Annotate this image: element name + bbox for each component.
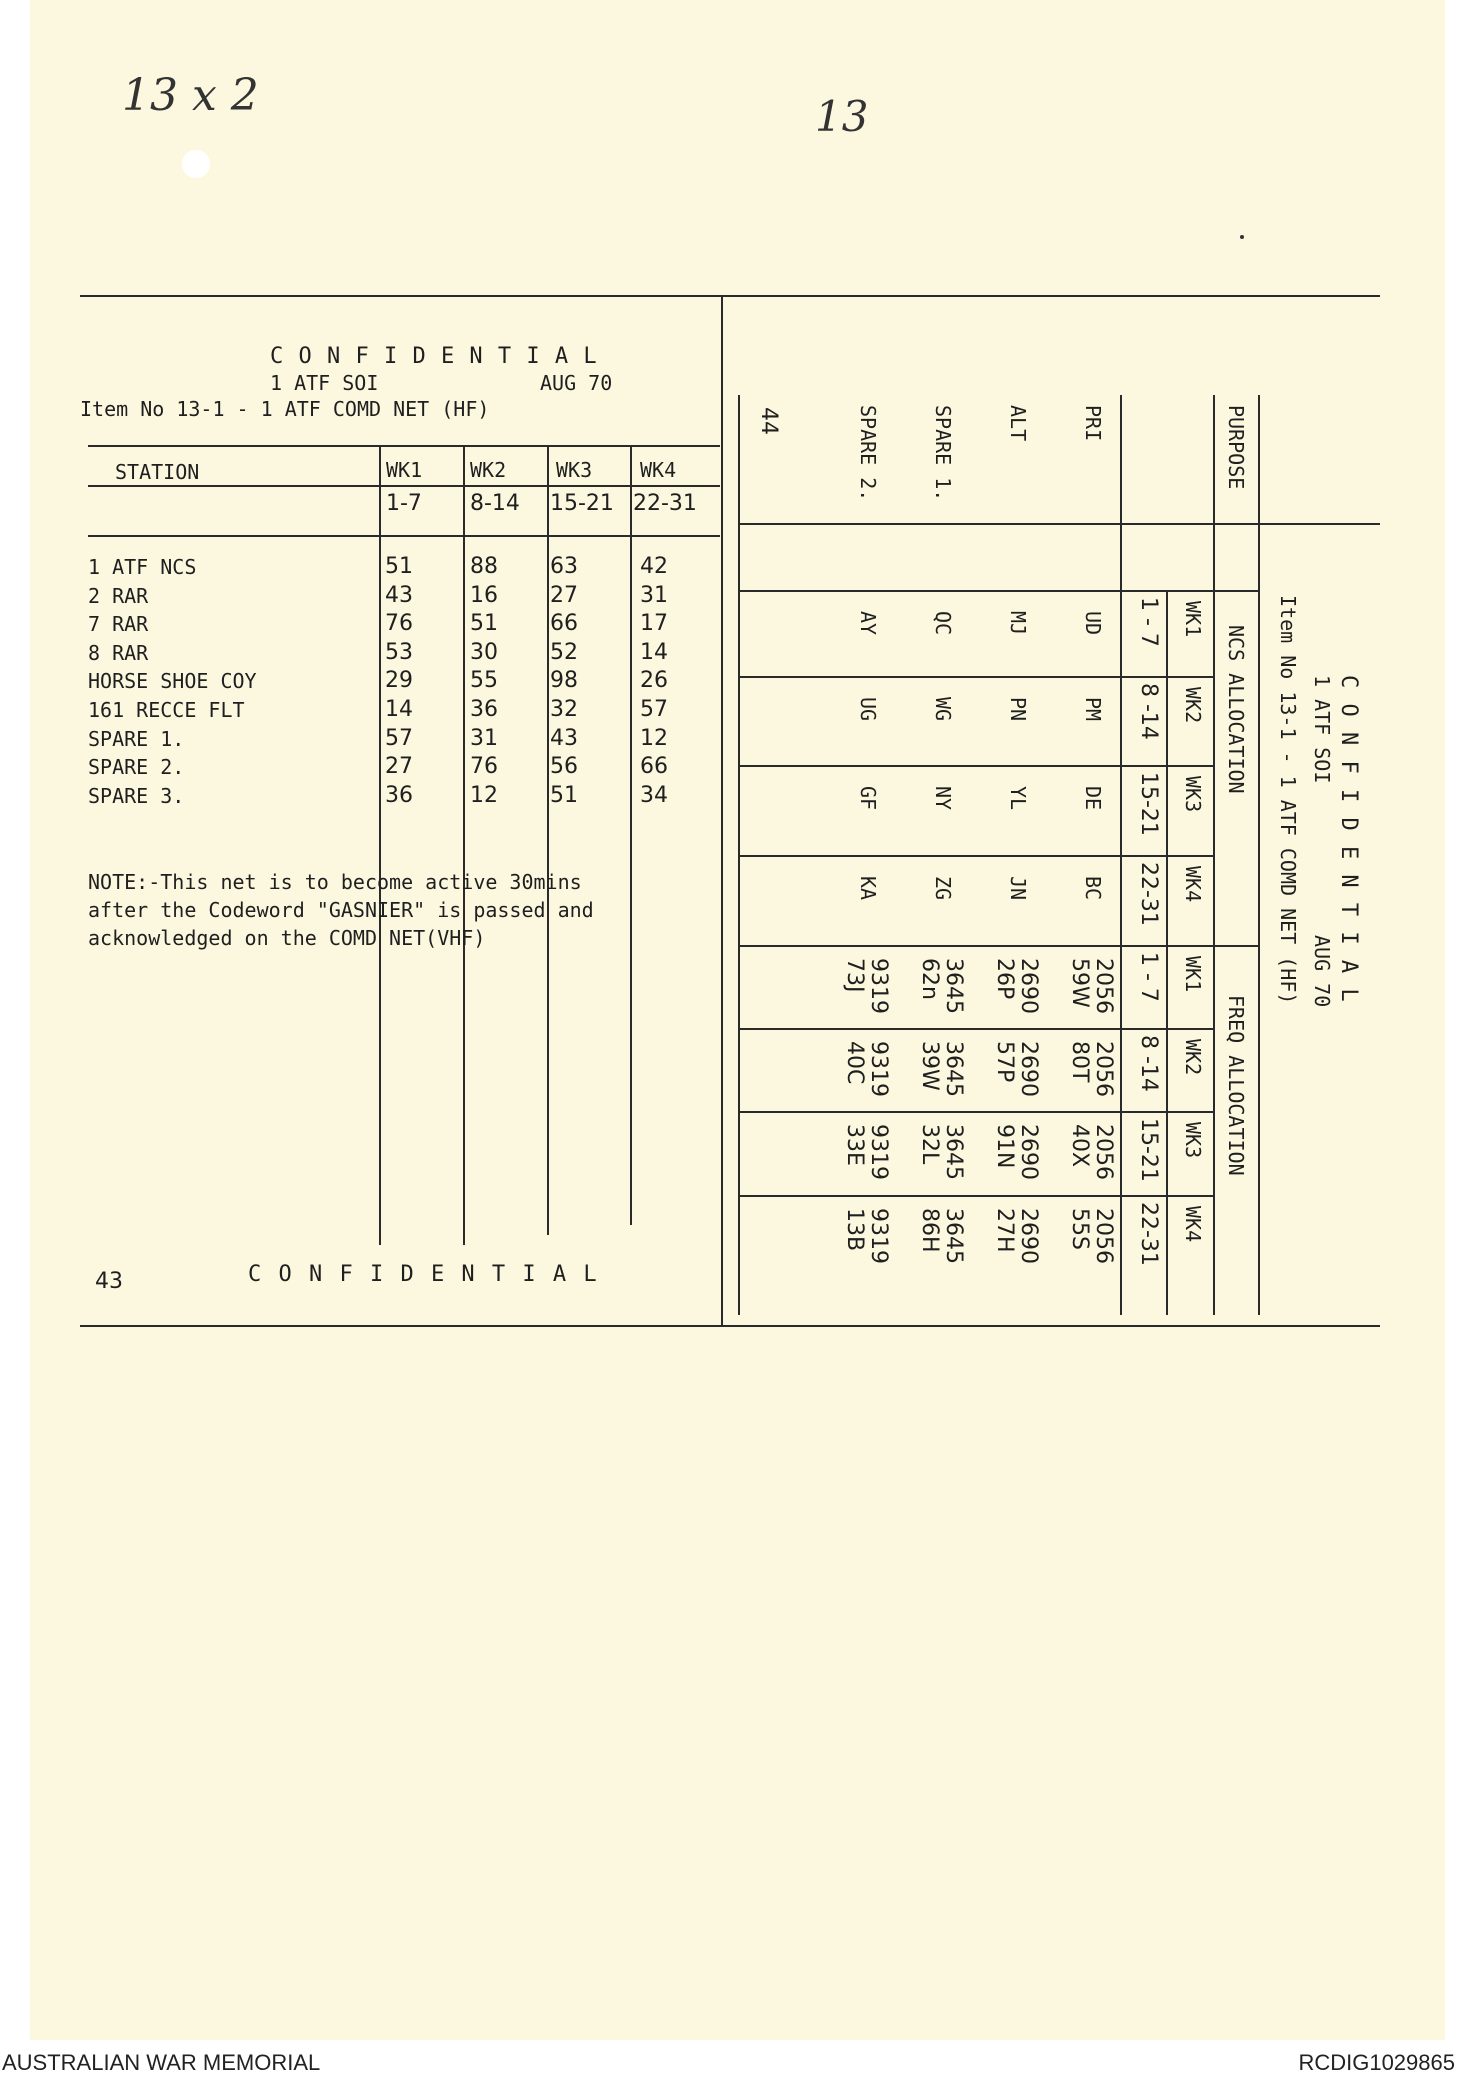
ink-dot <box>1240 235 1244 239</box>
right-classification: C O N F I D E N T I A L <box>1336 675 1361 1003</box>
rotated-grid-line <box>740 1195 1215 1197</box>
station-code-wk3: 98 <box>550 668 578 694</box>
rotated-grid-line <box>740 855 1215 857</box>
ncs-week-range: 8 -14 <box>1136 683 1161 740</box>
ncs-code: JN <box>1006 876 1030 901</box>
station-code-wk4: 42 <box>640 554 668 579</box>
station-code-wk4: 66 <box>640 754 668 780</box>
ncs-week-range: 15-21 <box>1136 772 1161 836</box>
station-code-wk1: 27 <box>385 754 413 780</box>
ncs-code: MJ <box>1006 611 1030 636</box>
freq-value: 2690 <box>1016 1124 1041 1180</box>
punch-hole <box>182 150 210 178</box>
col-divider <box>463 445 465 1245</box>
ncs-code: KA <box>856 876 880 901</box>
freq-week-label: WK2 <box>1181 1039 1205 1076</box>
panel-divider <box>721 295 723 1327</box>
right-panel <box>740 295 1380 1327</box>
rotated-grid-line <box>1166 590 1168 1315</box>
freq-allocation-header: FREQ ALLOCATION <box>1224 995 1248 1176</box>
ncs-code: UG <box>856 697 880 722</box>
handwritten-page-mark: 13 <box>815 92 869 141</box>
freq-value: 2690 <box>1016 1208 1041 1264</box>
rotated-grid-line <box>740 765 1215 767</box>
ncs-week-label: WK1 <box>1181 601 1205 638</box>
table-header-bottom-line <box>88 535 720 537</box>
station-name: 1 ATF NCS <box>88 555 197 579</box>
freq-value: 3645 <box>941 958 966 1014</box>
station-code-wk2: 31 <box>470 725 498 751</box>
freq-value: 2056 <box>1091 1124 1116 1180</box>
right-soi: 1 ATF SOI <box>1310 675 1334 784</box>
purpose-label: SPARE 2. <box>856 405 880 502</box>
station-code-wk3: 51 <box>550 782 578 808</box>
station-name: 7 RAR <box>88 612 149 637</box>
freq-suffix: 91N <box>992 1124 1017 1169</box>
ncs-code: WG <box>931 697 955 722</box>
freq-suffix: 13B <box>842 1208 867 1252</box>
col-header-wk4: WK4 <box>640 458 677 482</box>
col-header-wk1: WK1 <box>386 458 423 482</box>
rotated-grid-line <box>740 1028 1215 1030</box>
freq-suffix: 86H <box>917 1208 942 1253</box>
freq-suffix: 27H <box>992 1208 1017 1253</box>
freq-week-range: 8 -14 <box>1136 1035 1161 1092</box>
note-line-3: acknowledged on the COMD NET(VHF) <box>88 926 486 950</box>
footer-source: AUSTRALIAN WAR MEMORIAL <box>2 2050 321 2075</box>
ncs-code: PN <box>1006 697 1030 722</box>
station-code-wk3: 32 <box>550 697 578 722</box>
purpose-header: PURPOSE <box>1224 405 1248 490</box>
right-page-number: 44 <box>756 407 781 435</box>
ncs-week-range: 1 - 7 <box>1136 597 1161 647</box>
note-line-1: NOTE:-This net is to become active 30mins <box>88 870 582 894</box>
freq-suffix: 57P <box>992 1041 1017 1083</box>
station-name: SPARE 3. <box>88 783 185 808</box>
freq-suffix: 73J <box>842 958 867 993</box>
station-code-wk4: 14 <box>640 639 668 665</box>
handwritten-note: 13 x 2 <box>122 70 259 121</box>
freq-suffix: 33E <box>842 1124 867 1166</box>
station-code-wk1: 43 <box>385 582 413 608</box>
freq-value: 2690 <box>1016 1041 1041 1097</box>
station-code-wk2: 30 <box>470 639 498 665</box>
left-classification: C O N F I D E N T I A L <box>270 344 598 369</box>
ncs-week-label: WK3 <box>1181 776 1205 813</box>
station-code-wk4: 12 <box>640 725 668 751</box>
station-name: SPARE 1. <box>88 726 185 751</box>
station-code-wk1: 29 <box>385 668 413 694</box>
station-code-wk2: 16 <box>470 582 498 608</box>
station-code-wk1: 76 <box>385 611 413 637</box>
station-code-wk4: 57 <box>640 697 668 722</box>
station-name: 161 RECCE FLT <box>88 698 245 722</box>
freq-value: 9319 <box>866 958 891 1014</box>
purpose-label: SPARE 1. <box>931 405 955 502</box>
station-code-wk2: 88 <box>470 554 498 579</box>
left-page-number: 43 <box>95 1269 123 1294</box>
station-code-wk4: 31 <box>640 582 668 608</box>
right-date: AUG 70 <box>1310 935 1334 1008</box>
col-header-wk2: WK2 <box>470 458 507 482</box>
freq-value: 9319 <box>866 1041 891 1097</box>
station-name: SPARE 2. <box>88 755 185 780</box>
col-range-wk2: 8-14 <box>470 491 520 516</box>
freq-suffix: 62n <box>917 958 942 1000</box>
station-code-wk2: 55 <box>470 668 498 694</box>
freq-suffix: 55S <box>1067 1208 1092 1250</box>
freq-value: 2690 <box>1016 958 1041 1014</box>
left-footer-classification: C O N F I D E N T I A L <box>248 1262 599 1287</box>
ncs-week-label: WK2 <box>1181 687 1205 724</box>
station-code-wk1: 57 <box>385 725 413 751</box>
station-code-wk3: 66 <box>550 611 578 637</box>
freq-week-range: 15-21 <box>1136 1118 1161 1182</box>
freq-value: 2056 <box>1091 1208 1116 1264</box>
footer-record-id: RCDIG1029865 <box>1298 2050 1455 2075</box>
note-line-2: after the Codeword "GASNIER" is passed and <box>88 898 594 922</box>
col-range-wk3: 15-21 <box>550 491 614 516</box>
ncs-code: AY <box>856 611 880 636</box>
station-code-wk3: 27 <box>550 582 578 608</box>
station-name: 2 RAR <box>88 583 149 608</box>
freq-value: 3645 <box>941 1041 966 1097</box>
freq-value: 9319 <box>866 1208 891 1264</box>
freq-suffix: 32L <box>917 1124 942 1165</box>
station-code-wk4: 17 <box>640 611 668 637</box>
freq-value: 2056 <box>1091 1041 1116 1097</box>
table-header-top-line <box>88 445 720 447</box>
ncs-code: QC <box>931 611 955 636</box>
station-name: 8 RAR <box>88 640 149 665</box>
col-range-wk1: 1-7 <box>386 491 422 516</box>
freq-value: 3645 <box>941 1124 966 1180</box>
freq-suffix: 26P <box>992 958 1017 1000</box>
left-item-title: Item No 13-1 - 1 ATF COMD NET (HF) <box>80 397 490 421</box>
table-header-mid-line <box>88 485 720 487</box>
col-divider <box>630 445 632 1225</box>
freq-suffix: 40X <box>1067 1124 1092 1168</box>
station-code-wk1: 14 <box>385 697 413 722</box>
station-code-wk2: 12 <box>470 782 498 808</box>
purpose-label: ALT <box>1006 405 1030 442</box>
station-code-wk3: 43 <box>550 725 578 751</box>
station-code-wk3: 63 <box>550 554 578 579</box>
ncs-code: PM <box>1081 697 1105 722</box>
left-date: AUG 70 <box>540 371 613 395</box>
freq-value: 2056 <box>1091 958 1116 1014</box>
ncs-code: UD <box>1081 611 1105 636</box>
station-code-wk4: 34 <box>640 782 668 808</box>
station-code-wk1: 53 <box>385 639 413 665</box>
freq-suffix: 80T <box>1067 1041 1092 1083</box>
right-item-title: Item No 13-1 - 1 ATF COMD NET (HF) <box>1276 595 1300 1005</box>
station-code-wk4: 26 <box>640 668 668 694</box>
station-code-wk1: 36 <box>385 782 413 808</box>
freq-week-range: 22-31 <box>1136 1202 1161 1266</box>
station-code-wk2: 36 <box>470 697 498 722</box>
rotated-grid-line <box>740 1111 1215 1113</box>
freq-value: 9319 <box>866 1124 891 1180</box>
ncs-code: YL <box>1006 786 1030 811</box>
station-code-wk3: 56 <box>550 754 578 780</box>
rotated-grid-line <box>740 590 1260 592</box>
station-code-wk2: 51 <box>470 611 498 637</box>
left-soi: 1 ATF SOI <box>270 371 379 395</box>
ncs-code: GF <box>856 786 880 811</box>
ncs-code: NY <box>931 786 955 811</box>
freq-suffix: 59W <box>1067 958 1092 1008</box>
freq-week-label: WK1 <box>1181 956 1205 993</box>
rotated-grid-line <box>740 676 1215 678</box>
ncs-code: DE <box>1081 786 1105 811</box>
station-name: HORSE SHOE COY <box>88 669 257 694</box>
station-code-wk2: 76 <box>470 754 498 780</box>
rotated-grid-line <box>1258 395 1260 1315</box>
col-header-station: STATION <box>115 460 200 484</box>
col-range-wk4: 22-31 <box>633 491 697 516</box>
rotated-grid-line <box>740 945 1260 947</box>
freq-week-range: 1 - 7 <box>1136 952 1161 1002</box>
col-header-wk3: WK3 <box>556 458 593 482</box>
col-divider <box>379 445 381 1245</box>
freq-value: 3645 <box>941 1208 966 1264</box>
ncs-week-label: WK4 <box>1181 866 1205 903</box>
col-divider <box>547 445 549 1235</box>
rotated-grid-line <box>740 523 1380 525</box>
freq-week-label: WK4 <box>1181 1206 1205 1243</box>
purpose-label: PRI <box>1081 405 1105 442</box>
station-code-wk3: 52 <box>550 639 578 665</box>
freq-suffix: 40C <box>842 1041 867 1085</box>
freq-week-label: WK3 <box>1181 1122 1205 1159</box>
freq-suffix: 39W <box>917 1041 942 1091</box>
ncs-code: BC <box>1081 876 1105 901</box>
ncs-week-range: 22-31 <box>1136 862 1161 926</box>
ncs-code: ZG <box>931 876 955 901</box>
station-code-wk1: 51 <box>385 554 413 579</box>
frequency-form <box>80 295 1380 1327</box>
ncs-allocation-header: NCS ALLOCATION <box>1224 625 1248 794</box>
